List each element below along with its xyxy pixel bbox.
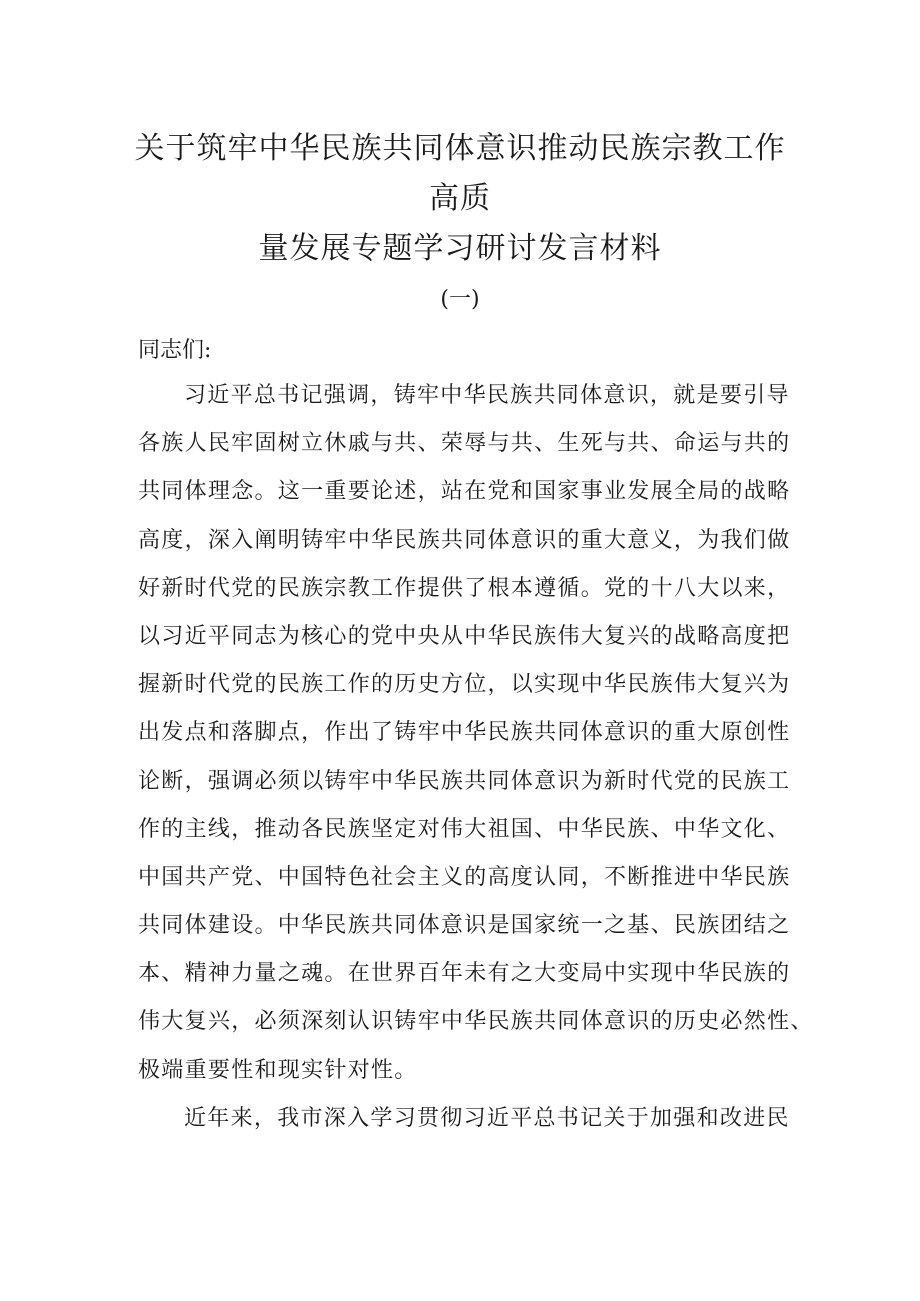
- title-line-1: 关于筑牢中华民族共同体意识推动民族宗教工作高质: [134, 131, 786, 216]
- paragraph-1-line: 极端重要性和现实针对性。: [138, 1057, 418, 1083]
- section-number: (一): [440, 287, 480, 312]
- paragraph-1-line: 握新时代党的民族工作的历史方位，以实现中华民族伟大复兴为: [138, 672, 791, 698]
- title-line-2: 量发展专题学习研讨发言材料: [258, 231, 662, 266]
- paragraph-1-line: 共同体理念。这一重要论述，站在党和国家事业发展全局的战略: [138, 479, 791, 505]
- paragraph-1-line: 以习近平同志为核心的党中央从中华民族伟大复兴的战略高度把: [138, 623, 791, 649]
- paragraph-1-line: 论断，强调必须以铸牢中华民族共同体意识为新时代党的民族工: [138, 768, 791, 794]
- paragraph-1-line: 伟大复兴，必须深刻认识铸牢中华民族共同体意识的历史必然性、: [138, 1009, 814, 1035]
- paragraph-1-line: 本、精神力量之魂。在世界百年未有之大变局中实现中华民族的: [138, 961, 791, 987]
- paragraph-1-line: 高度，深入阐明铸牢中华民族共同体意识的重大意义，为我们做: [138, 527, 791, 553]
- paragraph-1-line: 习近平总书记强调，铸牢中华民族共同体意识，就是要引导: [184, 383, 790, 408]
- document-body: [138, 378, 814, 1149]
- salutation: 同志们:: [138, 338, 212, 363]
- paragraph-1-line: 作的主线，推动各民族坚定对伟大祖国、中华民族、中华文化、: [138, 816, 791, 842]
- paragraph-1-line: 出发点和落脚点，作出了铸牢中华民族共同体意识的重大原创性: [138, 720, 791, 746]
- document-title: [120, 124, 800, 274]
- paragraph-1-line: 好新时代党的民族宗教工作提供了根本遵循。党的十八大以来，: [138, 575, 791, 601]
- paragraph-1-line: 中国共产党、中国特色社会主义的高度认同，不断推进中华民族: [138, 864, 791, 890]
- paragraph-1-line: 各族人民牢固树立休戚与共、荣辱与共、生死与共、命运与共的: [138, 431, 791, 457]
- paragraph-2-line: 近年来，我市深入学习贯彻习近平总书记关于加强和改进民: [184, 1105, 790, 1131]
- paragraph-1-line: 共同体建设。中华民族共同体意识是国家统一之基、民族团结之: [138, 913, 791, 939]
